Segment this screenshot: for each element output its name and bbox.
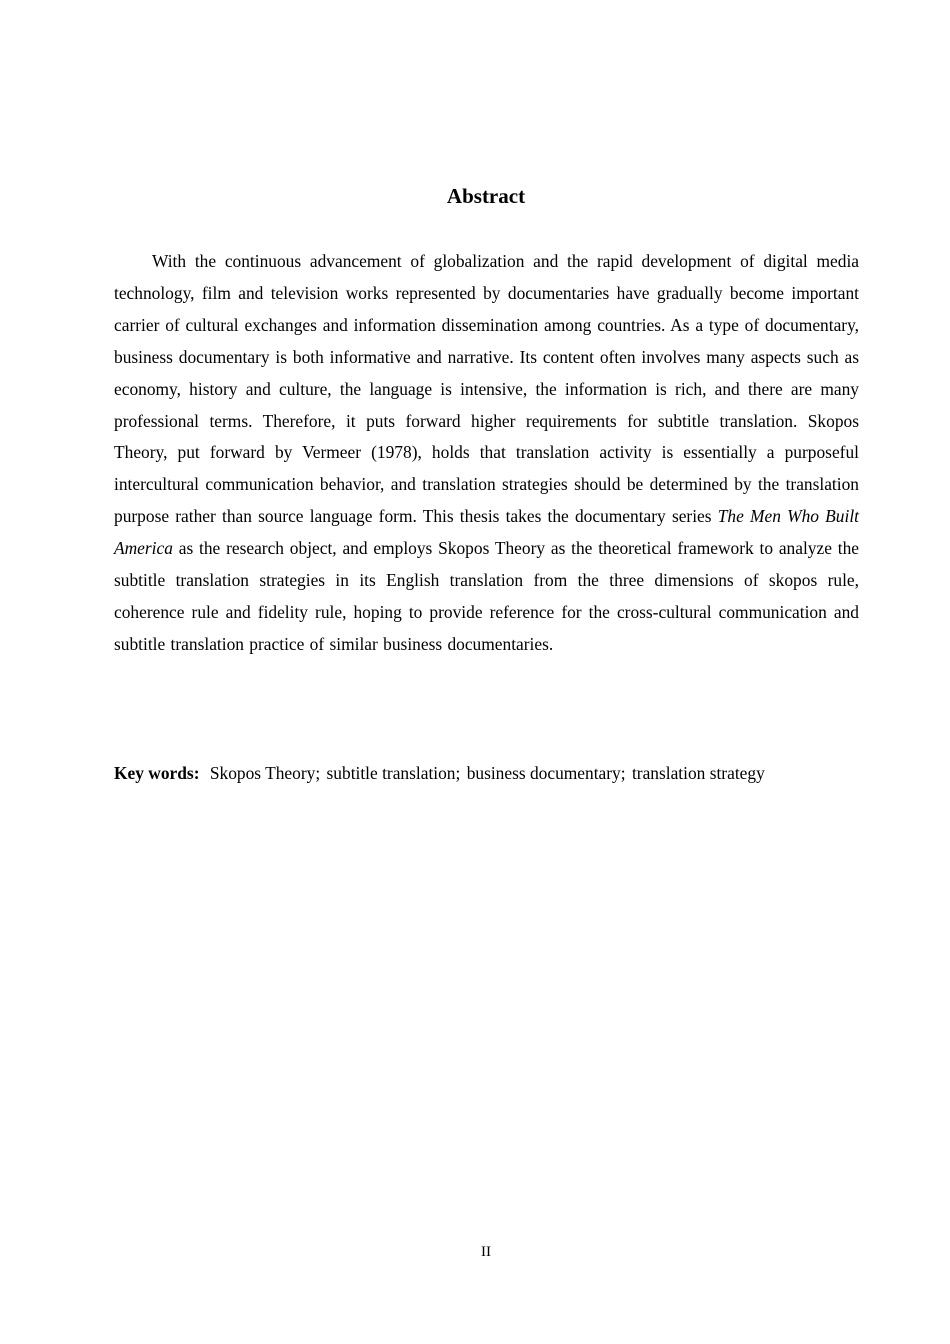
keyword-item: subtitle translation; [326, 763, 461, 783]
page-number: II [481, 1244, 491, 1260]
keyword-item: Skopos Theory; [209, 763, 321, 783]
keywords-line [114, 757, 874, 789]
keyword-item: translation strategy [631, 763, 765, 783]
abstract-body [114, 246, 859, 661]
keywords-label: Key words: [114, 763, 200, 783]
keyword-item: business documentary; [466, 763, 626, 783]
documentary-title-italic: The Men Who Built America [114, 506, 859, 559]
abstract-body-text-part2: as the research object, and employs Skopos Theory as the theoretical framework to analyze the subtitle translation strategies in its English translation from the three dimensions of skopos rule, coherence rule and fidelity rule, hoping to provide reference for the cross-cultural communication and subtitle translation practice of similar business documentaries. [114, 538, 859, 654]
abstract-body-text-part1: With the continuous advancement of globalization and the rapid development of digital media technology, film and television works represented by documentaries have gradually become important carrier of cultural exchanges and information dissemination among countries. As a type of documentary, business documentary is both informative and narrative. Its content often involves many aspects such as economy, history and culture, the language is intensive, the information is rich, and there are many professional terms. Therefore, it puts forward higher requirements for subtitle translation. Skopos Theory, put forward by Vermeer (1978), holds that translation activity is essentially a purposeful intercultural communication behavior, and translation strategies should be determined by the translation purpose rather than source language form. This thesis takes the documentary series [114, 251, 859, 527]
abstract-title: Abstract [446, 184, 526, 208]
